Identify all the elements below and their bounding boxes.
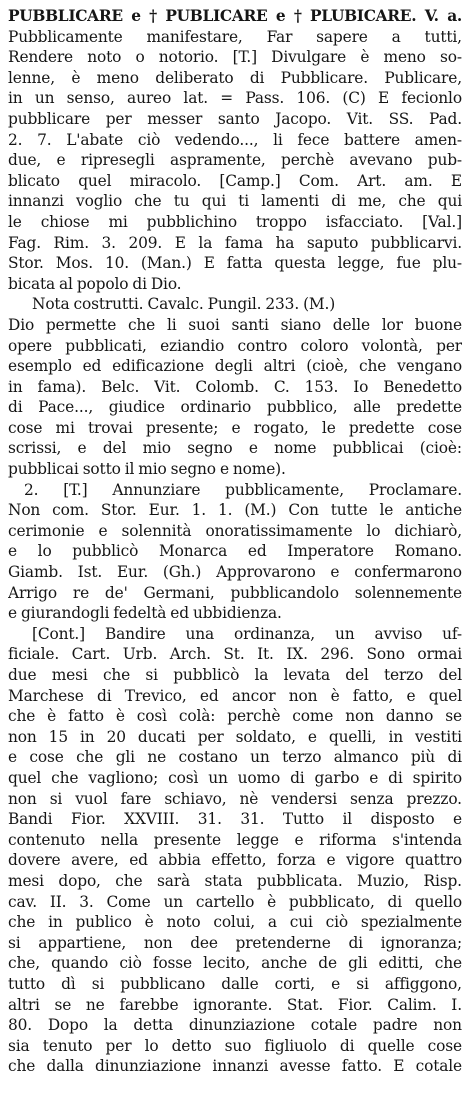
text-line: che in publico è noto colui, a cui ciò spezialmente — [8, 913, 462, 932]
text-line: Bandi Fior. XXVIII. 31. 31. Tutto il disposto e — [8, 810, 462, 829]
text-line: dovere avere, ed abbia effetto, forza e vigore quattro — [8, 851, 462, 870]
text-line: che, quando ciò fosse lecito, anche de gli editti, che — [8, 954, 462, 973]
text-line: quel che vagliono; così un uomo di garbo e di spirito — [8, 768, 462, 787]
text-line: sia tenuto per lo detto suo figliuolo di quelle cose — [8, 1036, 462, 1055]
text-line: esemplo ed edificazione degli altri (cioè, che vengano — [8, 357, 462, 376]
text-line: 80. Dopo la detta dinunziazione cotale padre non — [8, 1016, 462, 1035]
text-line: 2. 7. L'abate ciò vedendo..., li fece battere amen- — [8, 130, 462, 149]
text-line: [Cont.] Bandire una ordinanza, un avviso uf- — [32, 624, 462, 643]
text-line: tutto dì si pubblicano dalle corti, e si affiggono, — [8, 974, 462, 993]
text-line: non 15 in 20 ducati per soldato, e quelli, in vestiti — [8, 727, 462, 746]
text-line: Giamb. Ist. Eur. (Gh.) Approvarono e confermarono — [8, 563, 462, 582]
text-line: e cose che gli ne costano un terzo almanco più di — [8, 748, 462, 767]
text-line: contenuto nella presente legge e riforma s'intenda — [8, 830, 462, 849]
text-line: cav. II. 3. Come un cartello è pubblicato, di quello — [8, 892, 462, 911]
text-line: e lo pubblicò Monarca ed Imperatore Romano. — [8, 542, 462, 561]
text-line: Stor. Mos. 10. (Man.) E fatta questa legge, fue plu- — [8, 254, 462, 273]
text-line: pubblicare per messer santo Jacopo. Vit. SS. Pad. — [8, 109, 462, 128]
text-line: altri se ne farebbe ignorante. Stat. Fior. Calim. I. — [8, 995, 462, 1014]
text-line: Pubblicamente manifestare, Far sapere a tutti, — [8, 27, 462, 46]
text-line: lenne, è meno deliberato di Pubblicare. Publicare, — [8, 68, 462, 87]
text-line: cerimonie e solennità onoratissimamente lo dichiarò, — [8, 521, 462, 540]
text-line: Arrigo re de' Germani, pubblicandolo solennemente — [8, 583, 462, 602]
text-line: e giurandogli fedeltà ed ubbidienza. — [8, 604, 282, 623]
text-line: Dio permette che li suoi santi siano delle lor buone — [8, 315, 462, 334]
text-line: blicato quel miracolo. [Camp.] Com. Art. am. E — [8, 171, 462, 190]
text-line: le chiose mi pubblichino troppo isfacciato. [Val.] — [8, 212, 462, 231]
text-line: mesi dopo, che sarà stata pubblicata. Muzio, Risp. — [8, 871, 462, 890]
text-line: che dalla dinunziazione innanzi avesse fatto. E cotale — [8, 1057, 462, 1076]
text-line: PUBBLICARE e † PUBLICARE e † PLUBICARE. V. a. — [8, 7, 462, 25]
text-line: non si vuol fare schiavo, nè vendersi senza prezzo. — [8, 789, 462, 808]
text-line: si appartiene, non dee pretenderne di ignoranza; — [8, 933, 462, 952]
text-line: due, e ripresegli aspramente, perchè avevano pub- — [8, 151, 462, 170]
text-line: Non com. Stor. Eur. 1. 1. (M.) Con tutte le antiche — [8, 501, 462, 520]
text-line: che è fatto è così colà: perchè come non danno se — [8, 707, 462, 726]
text-line: in un senso, aureo lat. = Pass. 106. (C) E fecionlo — [8, 89, 462, 108]
text-line: Fag. Rim. 3. 209. E la fama ha saputo pubblicarvi. — [8, 233, 462, 252]
text-line: in fama). Belc. Vit. Colomb. C. 153. Io Benedetto — [8, 377, 462, 396]
text-line: bicata al popolo di Dio. — [8, 274, 182, 293]
text-line: due mesi che si pubblicò la levata del terzo del — [8, 666, 462, 684]
text-line: scrissi, e del mio segno e nome pubblicai (cioè: — [8, 439, 462, 458]
text-line: cose mi trovai presente; e rogato, le predette cose — [8, 418, 462, 437]
text-line: 2. [T.] Annunziare pubblicamente, Proclamare. — [24, 480, 462, 499]
text-line: Marchese di Trevico, ed ancor non è fatto, e quel — [8, 686, 462, 705]
text-line: Rendere noto o notorio. [T.] Divulgare è meno so- — [8, 48, 462, 67]
text-line: innanzi voglio che tu qui ti lamenti di me, che qui — [8, 192, 462, 211]
text-line: di Pace..., giudice ordinario pubblico, alle predette — [8, 398, 462, 417]
text-line: ficiale. Cart. Urb. Arch. St. It. IX. 296. Sono ormai — [8, 645, 462, 664]
text-line: pubblicai sotto il mio segno e nome). — [8, 460, 286, 479]
text-line: Nota costrutti. Cavalc. Pungil. 233. (M.) — [32, 295, 336, 314]
text-line: opere pubblicati, eziandio contro coloro volontà, per — [8, 336, 462, 355]
